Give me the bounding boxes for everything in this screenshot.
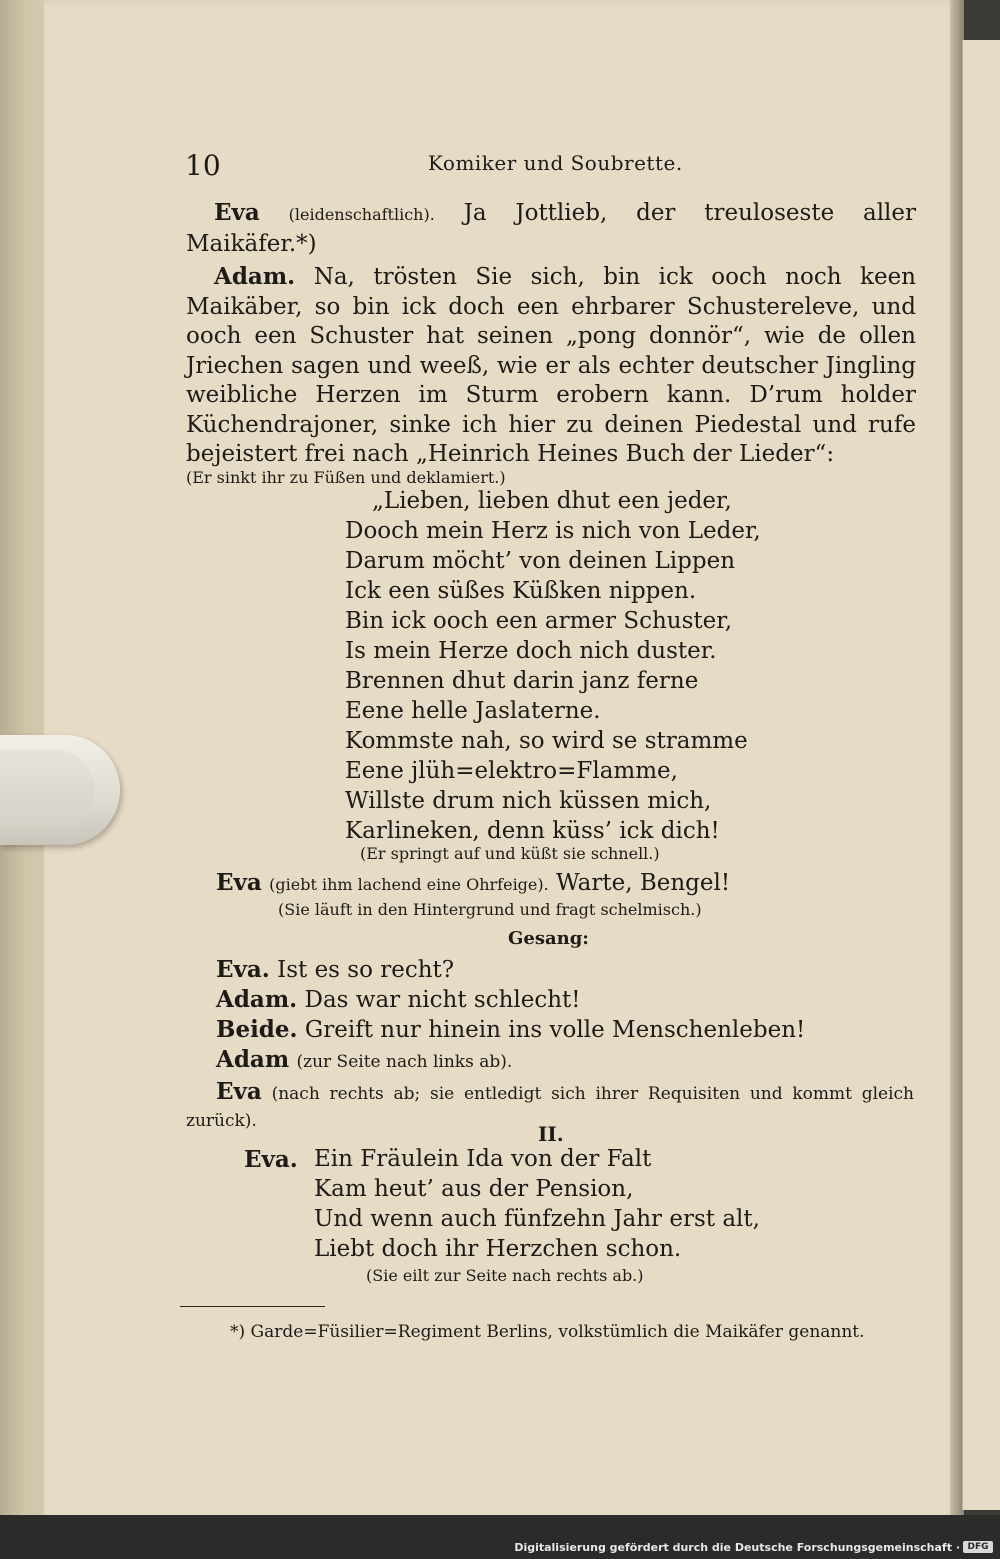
- stage-direction: (nach rechts ab; sie entledigt sich ihrer Requisiten und kommt gleich zurück).: [186, 1084, 914, 1131]
- stage-direction: (zur Seite nach links ab).: [296, 1052, 513, 1072]
- poem-line: Kommste nah, so wird se stramme: [345, 728, 748, 754]
- song-heading: Gesang:: [508, 928, 589, 949]
- speaker-eva: Eva: [216, 869, 262, 896]
- stage-direction: (giebt ihm lachend eine Ohrfeige).: [269, 875, 549, 894]
- speaker-eva: Eva.: [216, 956, 270, 983]
- eva-speech-1: [186, 198, 916, 259]
- section-number: II.: [538, 1122, 564, 1146]
- verse-line: Und wenn auch fünfzehn Jahr erst alt,: [314, 1206, 760, 1232]
- bookmark-ribbon-fold: [0, 750, 95, 830]
- stage-direction: (leidenschaftlich).: [288, 205, 435, 224]
- song-text: Das war nicht schlecht!: [304, 987, 581, 1013]
- eva-speaker-3: [244, 1148, 298, 1172]
- poem-line: Karlineken, denn küss’ ick dich!: [345, 818, 720, 844]
- speaker-eva: Eva: [214, 199, 260, 226]
- poem-line: Ick een süßes Küßken nippen.: [345, 578, 697, 604]
- footnote: *) Garde=Füsilier=Regiment Berlins, volkstümlich die Maikäfer genannt.: [230, 1322, 865, 1342]
- speaker-beide: Beide.: [216, 1016, 298, 1043]
- adam-exit: [216, 1048, 512, 1072]
- poem-line: „Lieben, lieben dhut een jeder,: [372, 488, 732, 514]
- verse-line: Liebt doch ihr Herzchen schon.: [314, 1236, 682, 1262]
- running-title: Komiker und Soubrette.: [428, 151, 683, 175]
- song-text: Greift nur hinein ins volle Menschenleben!: [304, 1017, 806, 1043]
- song-line: [216, 958, 454, 982]
- speaker-adam: Adam.: [216, 986, 298, 1013]
- poem-line: Dooch mein Herz is nich von Leder,: [345, 518, 761, 544]
- speaker-adam: Adam.: [214, 263, 296, 290]
- poem-line: Darum möcht’ von deinen Lippen: [345, 548, 736, 574]
- speech-text: Warte, Bengel!: [556, 870, 731, 896]
- poem-line: Willste drum nich küssen mich,: [345, 788, 712, 814]
- stage-direction-kneel: (Er sinkt ihr zu Füßen und deklamiert.): [186, 468, 506, 487]
- poem-line: Bin ick ooch een armer Schuster,: [345, 608, 733, 634]
- stage-direction-hurry: (Sie eilt zur Seite nach rechts ab.): [366, 1266, 644, 1285]
- stage-direction-runs: (Sie läuft in den Hintergrund und fragt schelmisch.): [278, 900, 702, 919]
- digitization-credit: Digitalisierung gefördert durch die Deutsche Forschungsgemeinschaft ·: [514, 1541, 960, 1554]
- poem-line: Brennen dhut darin janz ferne: [345, 668, 699, 694]
- speech-text: Na, trösten Sie sich, bin ick ooch noch keen Maikäber, so bin ick doch een ehrbarer Schustereleve, und ooch een Schuster hat seinen „pong donnör“, wie de ollen Jriechen sagen und weeß, wie er als echter deutscher Jingling weibliche Herzen im Sturm erobern kann. D’rum holder Küchendrajoner, sinke ich hier zu deinen Piedestal und rufe bejeistert frei nach „Heinrich Heines Buch der Lieder“:: [186, 264, 916, 467]
- footnote-rule: [180, 1306, 325, 1307]
- song-line: [216, 1018, 805, 1042]
- speaker-adam: Adam: [216, 1046, 290, 1073]
- verse-line: Kam heut’ aus der Pension,: [314, 1176, 634, 1202]
- poem-line: Eene helle Jaslaterne.: [345, 698, 601, 724]
- eva-speech-2: [216, 871, 730, 895]
- stage-direction-jump: (Er springt auf und küßt sie schnell.): [360, 844, 660, 863]
- speaker-eva: Eva.: [244, 1146, 298, 1173]
- facing-page-edge: [962, 40, 1000, 1510]
- song-text: Ist es so recht?: [277, 957, 455, 983]
- speech-text: Ja Jottlieb, der treuloseste aller Maikäfer.*): [186, 200, 917, 257]
- song-line: [216, 988, 581, 1012]
- dfg-logo: DFG: [963, 1541, 993, 1553]
- adam-speech-1: [186, 262, 916, 470]
- poem-line: Is mein Herze doch nich duster.: [345, 638, 717, 664]
- page-number: 10: [185, 149, 221, 182]
- poem-line: Eene jlüh=elektro=Flamme,: [345, 758, 678, 784]
- credit-text: Digitalisierung gefördert durch die Deutsche Forschungsgemeinschaft: [514, 1541, 952, 1554]
- verse-line: Ein Fräulein Ida von der Falt: [314, 1146, 652, 1172]
- speaker-eva: Eva: [216, 1078, 262, 1105]
